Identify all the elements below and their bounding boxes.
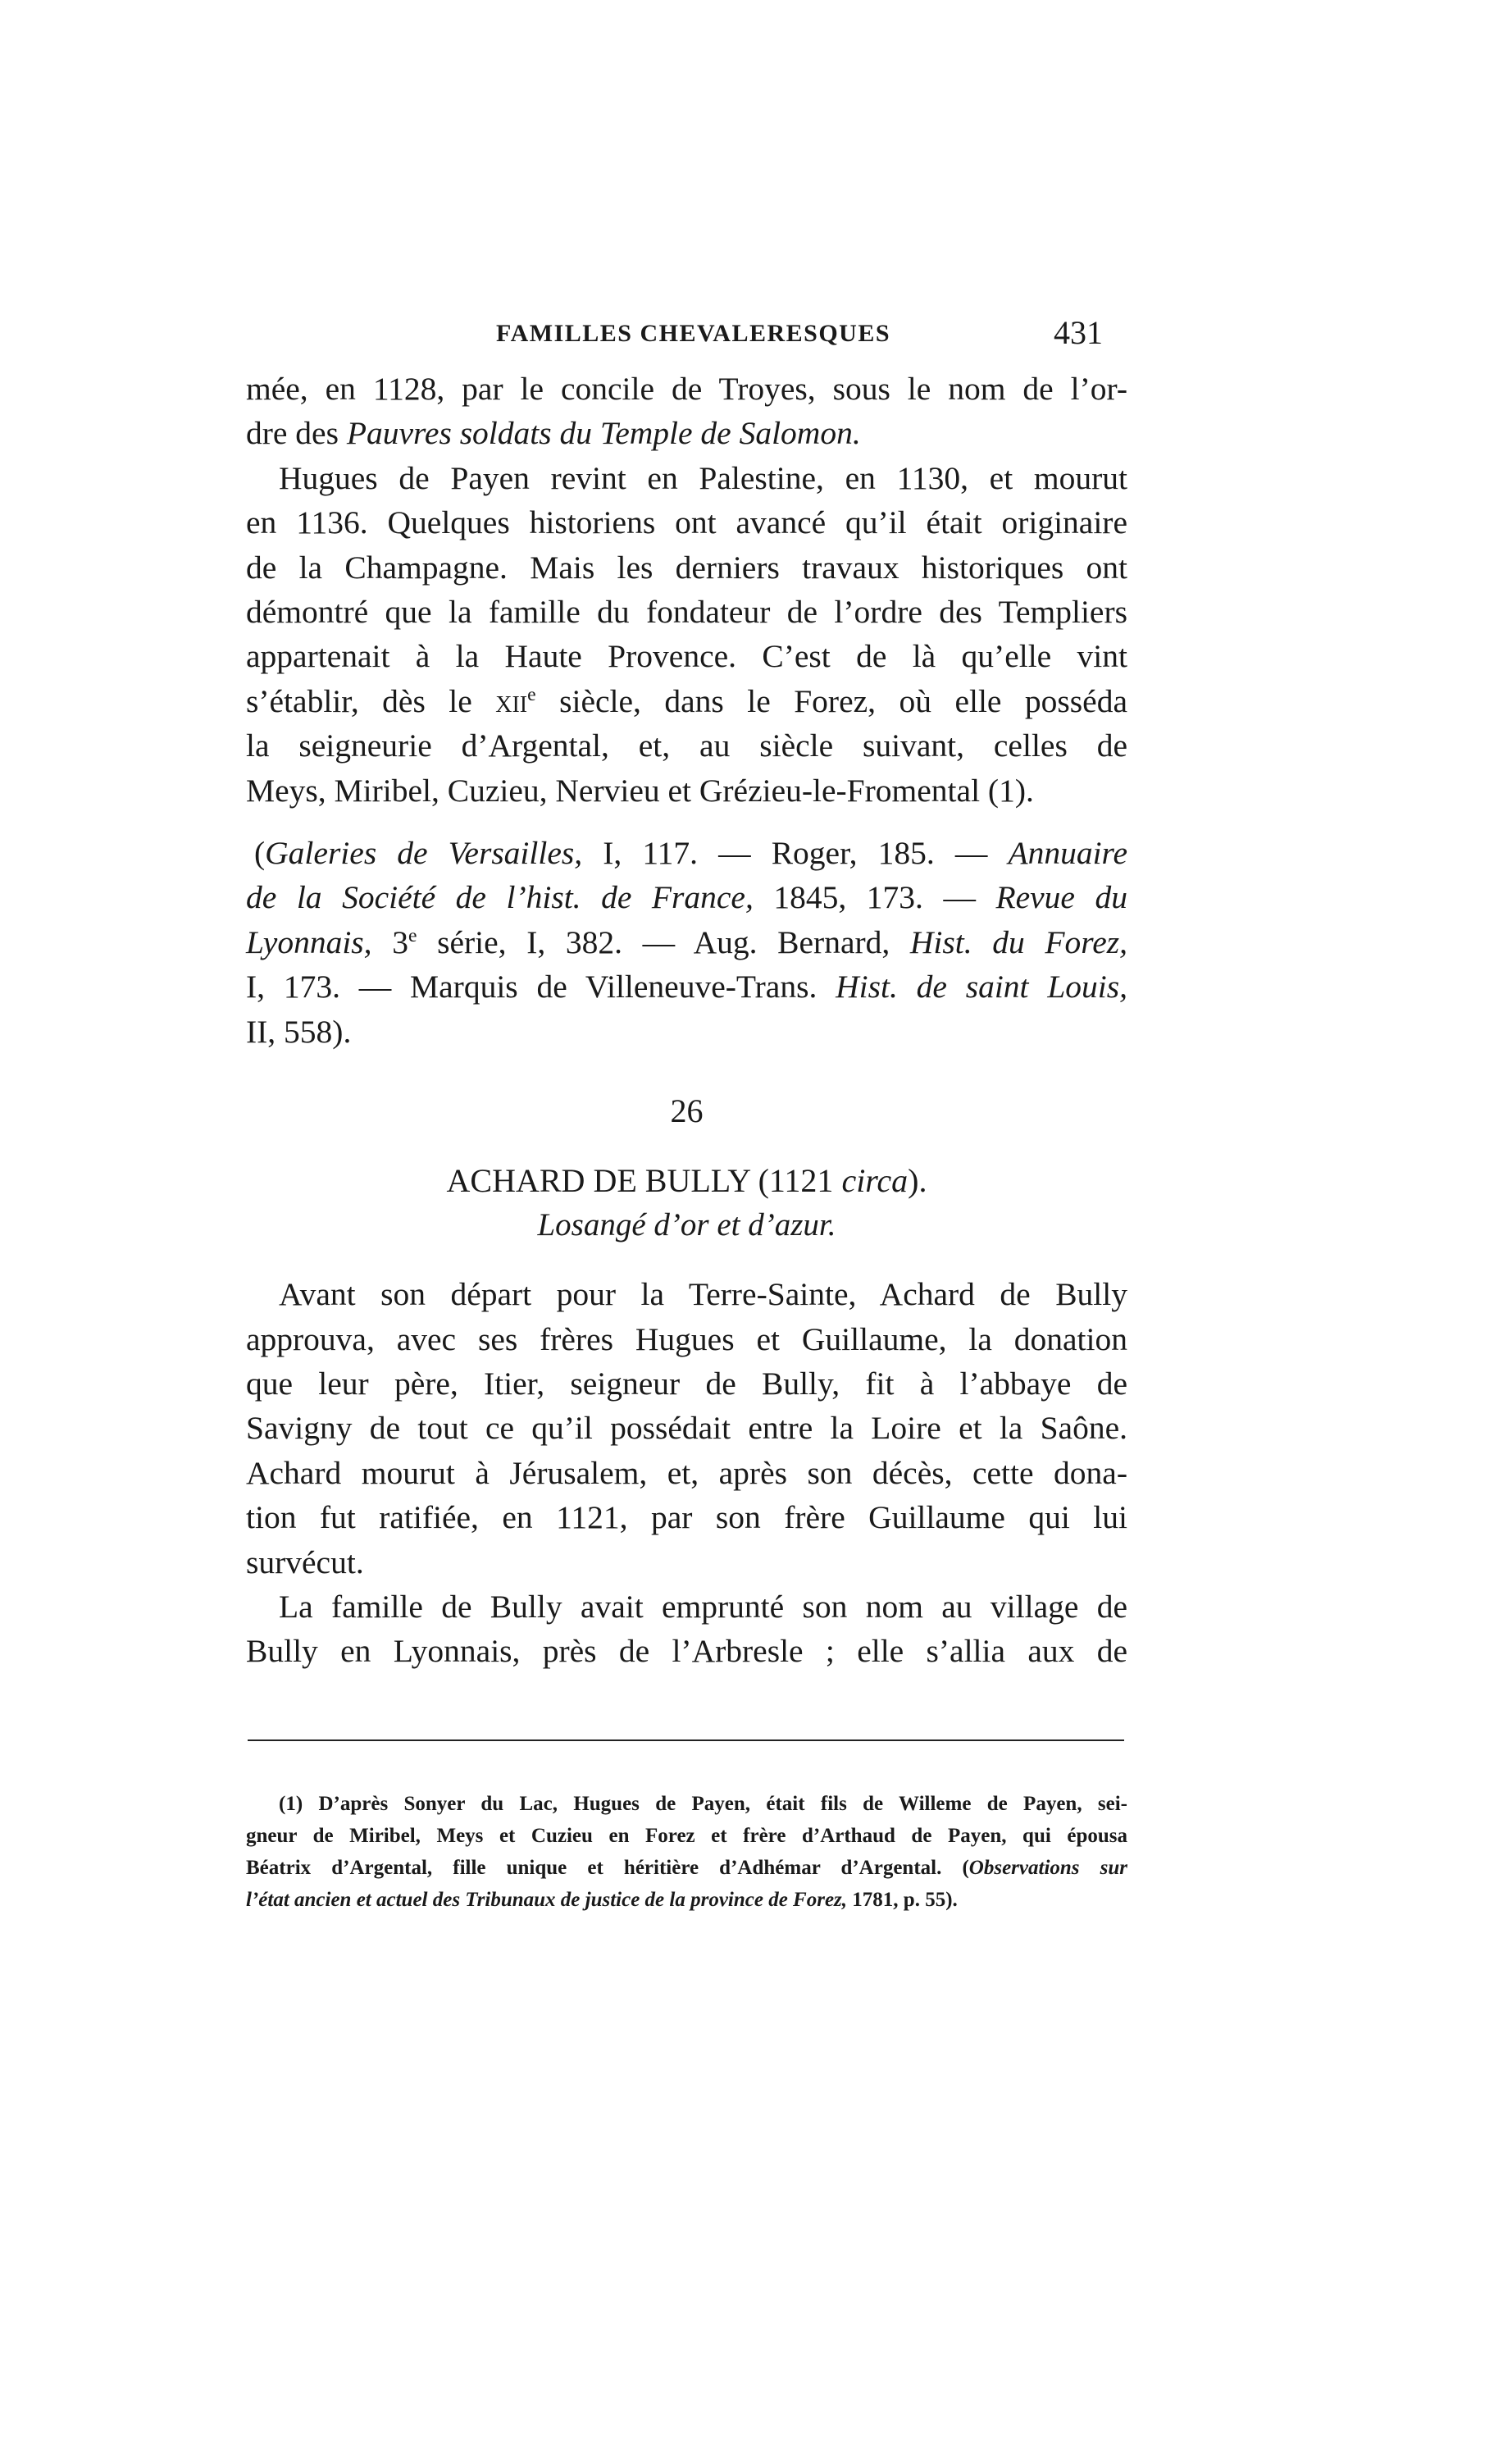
- paragraph-bully-family: [246, 1584, 1127, 1674]
- paragraph-achard: [246, 1272, 1127, 1584]
- text-line: [246, 875, 1127, 919]
- running-title: FAMILLES CHEVALERESQUES: [496, 320, 891, 347]
- italic-title: Hist. du Forez,: [909, 923, 1127, 960]
- footnote: [246, 1788, 1127, 1916]
- text-span: 3: [371, 923, 408, 960]
- text-line: [246, 920, 1127, 964]
- italic-title: l’état ancien et actuel des Tribunaux de justice de la province de Forez,: [246, 1889, 848, 1911]
- section-title: [246, 1159, 1127, 1203]
- text-line: approuva, avec ses frères Hugues et Guillaume, la donation: [246, 1320, 1127, 1357]
- superscript: e: [408, 924, 417, 946]
- paragraph-hugues: [246, 456, 1127, 813]
- text-span: 1845, 173. —: [753, 879, 996, 916]
- section-number: 26: [670, 1092, 704, 1130]
- text-span: dre des: [246, 415, 347, 452]
- italic-title: Pauvres soldats du Temple de Salomon.: [346, 415, 861, 452]
- running-header: [246, 313, 1148, 362]
- roman-numeral: xii: [495, 682, 528, 719]
- text-line: [246, 679, 1127, 723]
- blazon: Losangé d’or et d’azur.: [537, 1207, 836, 1243]
- text-span: ).: [908, 1162, 927, 1200]
- text-span: Béatrix d’Argental, fille unique et héritière d’Adhémar d’Argental. (: [246, 1857, 969, 1879]
- text-line: que leur père, Itier, seigneur de Bully, fit à l’abbaye de: [246, 1365, 1127, 1402]
- text-line: survécut.: [246, 1543, 364, 1580]
- footnote-line: [246, 1852, 1127, 1884]
- text-line: Achard mourut à Jérusalem, et, après son décès, cette dona-: [246, 1454, 1127, 1491]
- text-line: de la Champagne. Mais les derniers travaux historiques ont: [246, 549, 1127, 586]
- text-span: I, 117. — Roger, 185. —: [582, 835, 1009, 872]
- text-span: siècle, dans le Forez, où elle posséda: [535, 682, 1127, 719]
- text-line: [246, 411, 1127, 455]
- italic-title: Observations sur: [968, 1857, 1127, 1879]
- text-line: Bully en Lyonnais, près de l’Arbresle ; elle s’allia aux de: [246, 1633, 1127, 1670]
- italic-title: Revue du: [995, 879, 1127, 916]
- text-line: Avant son départ pour la Terre-Sainte, Achard de Bully: [279, 1276, 1127, 1313]
- text-line: démontré que la famille du fondateur de l’ordre des Templiers: [246, 594, 1127, 631]
- italic-title: Lyonnais,: [246, 923, 372, 960]
- superscript: e: [527, 683, 536, 705]
- italic-title: Galeries de Versailles,: [265, 835, 583, 872]
- footnote-divider: [248, 1739, 1124, 1741]
- text-line: [246, 831, 1127, 875]
- text-span: 1781, p. 55).: [847, 1889, 958, 1911]
- text-span: série, I, 382. — Aug. Bernard,: [417, 923, 910, 960]
- text-line: [246, 964, 1127, 1009]
- italic-title: Hist. de saint Louis,: [836, 969, 1128, 1005]
- text-line: tion fut ratifiée, en 1121, par son frère Guillaume qui lui: [246, 1499, 1127, 1536]
- text-line: la seigneurie d’Argental, et, au siècle suivant, celles de: [246, 727, 1127, 764]
- main-text: [246, 367, 1127, 1674]
- footnote-line: gneur de Miribel, Meys et Cuzieu en Forez et frère d’Arthaud de Payen, qui épousa: [246, 1825, 1127, 1847]
- text-line: mée, en 1128, par le concile de Troyes, sous le nom de l’or-: [246, 371, 1127, 407]
- references-paragraph: [246, 831, 1127, 1054]
- text-line: Hugues de Payen revint en Palestine, en 1130, et mourut: [279, 459, 1127, 496]
- text-line: La famille de Bully avait emprunté son nom au village de: [279, 1588, 1127, 1625]
- text-span: (: [254, 835, 266, 872]
- paragraph-continued: [246, 367, 1127, 456]
- footnote-line: [246, 1884, 1127, 1916]
- italic-title: Annuaire: [1008, 835, 1127, 872]
- text-span: I, 173. — Marquis de Villeneuve-Trans.: [246, 969, 836, 1005]
- italic-word: circa: [841, 1162, 909, 1200]
- page-number: 431: [1054, 314, 1103, 351]
- text-line: en 1136. Quelques historiens ont avancé qu’il était originaire: [246, 504, 1127, 541]
- text-span: ACHARD DE BULLY (1121: [446, 1162, 842, 1200]
- text-span: s’établir, dès le: [246, 682, 496, 719]
- italic-title: de la Société de l’hist. de France,: [246, 879, 754, 916]
- text-line: II, 558).: [246, 1013, 352, 1050]
- text-line: Savigny de tout ce qu’il possédait entre la Loire et la Saône.: [246, 1410, 1127, 1447]
- text-line: Meys, Miribel, Cuzieu, Nervieu et Grézieu-le-Fromental (1).: [246, 772, 1034, 809]
- text-line: appartenait à la Haute Provence. C’est de là qu’elle vint: [246, 638, 1127, 675]
- footnote-line: (1) D’après Sonyer du Lac, Hugues de Payen, était fils de Willeme de Payen, sei-: [279, 1793, 1127, 1815]
